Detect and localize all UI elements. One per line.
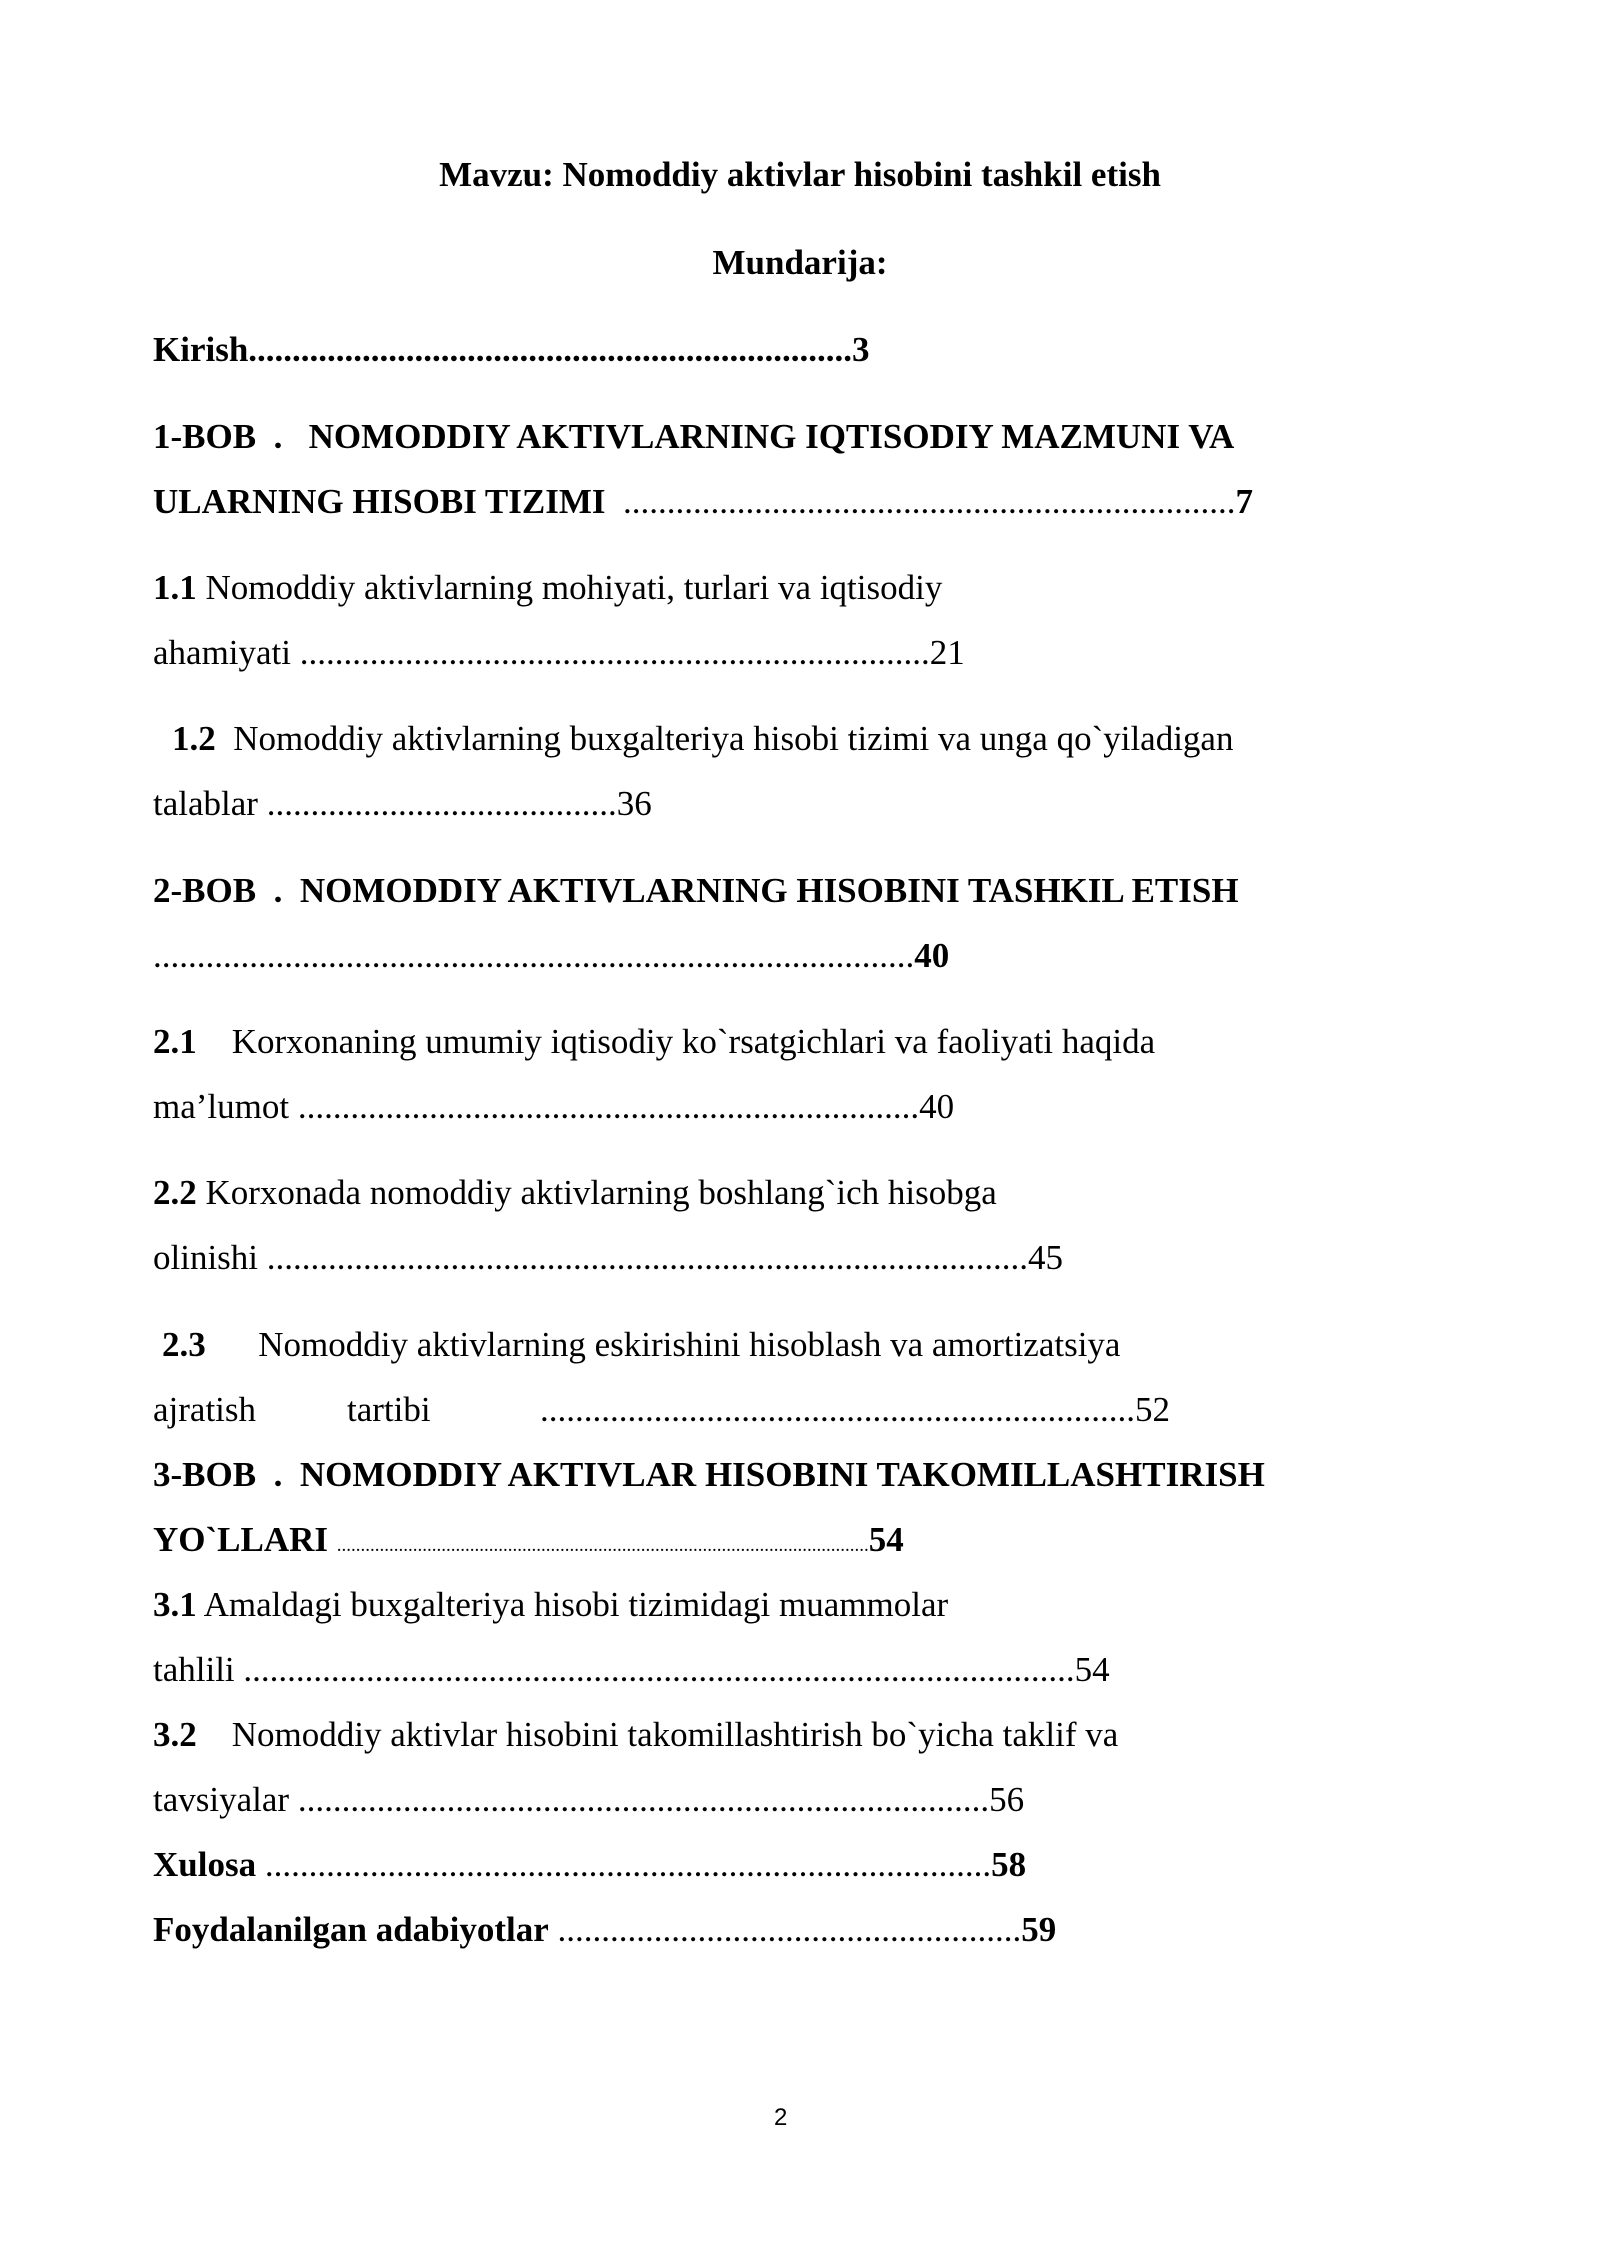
chapter-title-cont: YO`LLARI (153, 1520, 329, 1559)
toc-leader-dots: ........................................................................ (299, 633, 930, 672)
toc-section-2-3-line2c (540, 1392, 1170, 1427)
toc-section-1-1-line1 (153, 570, 942, 605)
toc-section-3-1-line2 (153, 1652, 1110, 1687)
toc-section-3-2-line1 (153, 1717, 1118, 1752)
toc-page-number: 54 (1074, 1650, 1110, 1689)
toc-page-number: 54 (868, 1520, 904, 1559)
toc-section-2-3-line1 (162, 1327, 1120, 1362)
toc-page-number: 40 (919, 1087, 955, 1126)
page-number: 2 (774, 2104, 788, 2131)
chapter-title: NOMODDIY AKTIVLARNING IQTISODIY MAZMUNI VA (308, 417, 1235, 456)
toc-leader-dots: ...................................................................... (623, 482, 1236, 521)
toc-leader-dots: ....................................................................................... (266, 1238, 1029, 1277)
chapter-title-cont: ULARNING HISOBI TIZIMI (153, 482, 606, 521)
toc-entry-adabiyotlar (153, 1912, 1056, 1947)
toc-section-2-3-line2 (153, 1392, 256, 1427)
section-title-cont: ma’lumot (153, 1087, 290, 1126)
section-title-cont: talablar (153, 784, 258, 823)
toc-page-number: 36 (616, 784, 652, 823)
section-title: Nomoddiy aktivlarning mohiyati, turlari va iqtisodiy (205, 568, 943, 607)
section-title: Korxonada nomoddiy aktivlarning boshlang`ich hisobga (205, 1173, 997, 1212)
toc-section-3-2-line2 (153, 1782, 1024, 1817)
toc-leader-dots: ..................................................................... (248, 330, 853, 369)
toc-page-number: 21 (929, 633, 965, 672)
toc-page-number: 56 (989, 1780, 1025, 1819)
chapter-number: 2-BOB . (153, 871, 283, 910)
section-number: 2.3 (162, 1325, 206, 1364)
chapter-number: 3-BOB . (153, 1455, 283, 1494)
toc-label: Foydalanilgan adabiyotlar (153, 1910, 549, 1949)
toc-entry-xulosa (153, 1847, 1026, 1882)
toc-leader-dots: ............................................................................... (297, 1780, 990, 1819)
toc-leader-dots: ....................................................................................... (153, 936, 915, 975)
section-number: 1.2 (172, 719, 216, 758)
contents-heading: Mundarija: (712, 243, 888, 282)
toc-label: Xulosa (153, 1845, 257, 1884)
section-title: Amaldagi buxgalteriya hisobi tizimidagi muammolar (203, 1585, 949, 1624)
section-title-cont: ahamiyati (153, 633, 292, 672)
toc-leader-dots: .................................................................... (540, 1390, 1135, 1429)
section-title-cont: tahlili (153, 1650, 235, 1689)
section-title: Korxonaning umumiy iqtisodiy ko`rsatgichlari va faoliyati haqida (231, 1022, 1156, 1061)
toc-section-2-3-line2b (347, 1392, 431, 1427)
toc-chapter-1-line1 (153, 419, 1234, 454)
section-title-cont: tartibi (347, 1390, 431, 1429)
toc-section-2-2-line2 (153, 1240, 1063, 1275)
toc-page-number: 58 (991, 1845, 1027, 1884)
toc-page-number: 45 (1028, 1238, 1064, 1277)
section-number: 3.2 (153, 1715, 197, 1754)
toc-leader-dots: ..................................................... (557, 1910, 1022, 1949)
section-title-cont: tavsiyalar (153, 1780, 290, 1819)
chapter-title: NOMODDIY AKTIVLAR HISOBINI TAKOMILLASHTIRISH (299, 1455, 1265, 1494)
toc-section-2-1-line2 (153, 1089, 954, 1124)
toc-page-number: 59 (1021, 1910, 1057, 1949)
toc-leader-dots: ....................................................................... (297, 1087, 920, 1126)
toc-leader-dots: ........................................ (266, 784, 617, 823)
section-number: 2.1 (153, 1022, 197, 1061)
chapter-number: 1-BOB . (153, 417, 283, 456)
toc-page-number: 7 (1235, 482, 1254, 521)
section-title: Nomoddiy aktivlarning eskirishini hisoblash va amortizatsiya (258, 1325, 1121, 1364)
toc-leader-dots: ................................................................................... (264, 1845, 992, 1884)
toc-entry-kirish (153, 332, 870, 367)
chapter-title: NOMODDIY AKTIVLARNING HISOBINI TASHKIL ETISH (299, 871, 1239, 910)
toc-leader-dots: ............................................................................................... (243, 1650, 1075, 1689)
toc-section-2-2-line1 (153, 1175, 997, 1210)
document-title: Mavzu: Nomoddiy aktivlar hisobini tashkil etish (439, 155, 1161, 194)
toc-chapter-1-line2 (153, 484, 1253, 519)
section-title-cont: olinishi (153, 1238, 259, 1277)
toc-page-number: 52 (1135, 1390, 1170, 1429)
section-number: 1.1 (153, 568, 197, 607)
toc-chapter-3-line1 (153, 1457, 1265, 1492)
toc-label: Kirish (153, 330, 249, 369)
section-title-cont: ajratish (153, 1390, 257, 1429)
toc-chapter-2-line2 (153, 938, 949, 973)
toc-chapter-2-line1 (153, 873, 1239, 908)
toc-page-number: 40 (914, 936, 950, 975)
toc-section-1-2-line1 (172, 721, 1233, 756)
section-number: 2.2 (153, 1173, 197, 1212)
section-title: Nomoddiy aktivlarning buxgalteriya hisobi tizimi va unga qo`yiladigan (233, 719, 1234, 758)
toc-section-1-2-line2 (153, 786, 652, 821)
toc-chapter-3-line2 (153, 1522, 904, 1557)
section-title: Nomoddiy aktivlar hisobini takomillashtirish bo`yicha taklif va (231, 1715, 1119, 1754)
toc-section-2-1-line1 (153, 1024, 1155, 1059)
toc-page-number: 3 (852, 330, 870, 369)
toc-section-1-1-line2 (153, 635, 965, 670)
toc-leader-dots: ................................................................................................................ (336, 1535, 869, 1556)
section-number: 3.1 (153, 1585, 197, 1624)
toc-section-3-1-line1 (153, 1587, 948, 1622)
